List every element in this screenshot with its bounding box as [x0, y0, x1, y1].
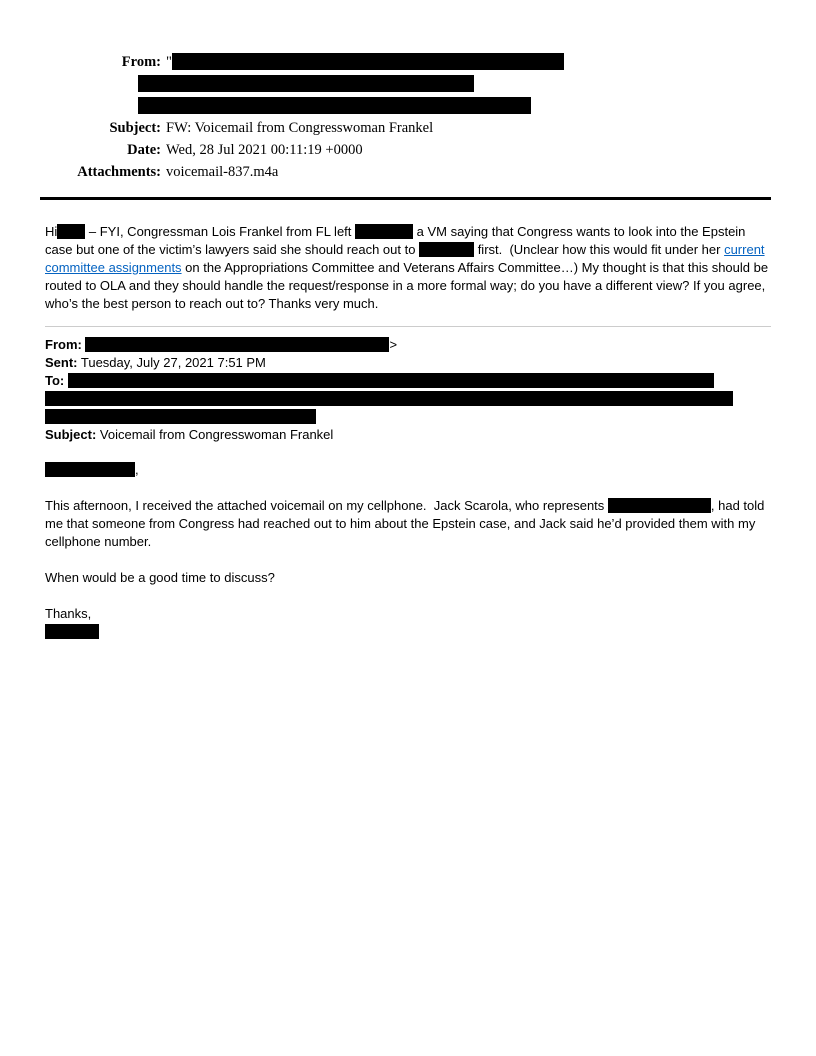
header-row-from [45, 51, 771, 73]
attachment-filename: voicemail-837.m4a [166, 164, 279, 180]
header-divider-rule [40, 197, 771, 200]
redaction-bar [57, 224, 85, 239]
forward-note-paragraph: Hi – FYI, Congressman Lois Frankel from FL left a VM saying that Congress wants to look into the Epstein case but one of the victim’s lawyers said she should reach out to first. (Unclear how this would fit under her current committee assignments on the Appropriations Committee and Veterans Affairs Committee…) My thought is that this should be routed to OLA and they should handle the request/response in a more formal way; do you have a different view? If you agree, who’s the best person to reach out to? Thanks very much. [45, 224, 769, 311]
redaction-bar [45, 462, 135, 477]
quoted-to-continuation [45, 390, 771, 408]
redaction-bar [138, 97, 531, 114]
signature [45, 623, 771, 641]
header-row-subject [45, 117, 771, 139]
header-row-from-cont1 [45, 73, 771, 95]
subject-value: FW: Voicemail from Congresswoman Frankel [166, 120, 434, 136]
subject-label: Subject: [109, 120, 161, 136]
header-row-attachments [45, 161, 771, 183]
quoted-to-continuation [45, 408, 771, 426]
from-value-continuation [133, 73, 474, 95]
quoted-from-line [45, 336, 771, 354]
from-value: " [161, 51, 564, 73]
committee-assignments-link[interactable]: current committee assignments [45, 242, 765, 275]
from-label: From: [121, 54, 161, 70]
salutation: , [45, 461, 771, 479]
question-line: When would be a good time to discuss? [45, 570, 275, 585]
redaction-bar [419, 242, 474, 257]
quoted-sent-value: Tuesday, July 27, 2021 7:51 PM [80, 355, 266, 370]
quoted-email-header [45, 336, 771, 444]
redaction-bar [355, 224, 413, 239]
quoted-to-label: To: [45, 373, 65, 388]
redaction-bar [45, 391, 733, 406]
closing-line: Thanks, [45, 606, 92, 621]
redaction-bar [138, 75, 474, 92]
email-header [45, 51, 771, 183]
attachments-label: Attachments: [77, 164, 161, 180]
quoted-from-label: From: [45, 337, 82, 352]
quoted-subject-label: Subject: [45, 427, 97, 442]
quoted-from-value: > [85, 337, 397, 352]
date-value: Wed, 28 Jul 2021 00:11:19 +0000 [166, 142, 363, 158]
redaction-bar [68, 373, 714, 388]
redaction-bar [45, 409, 316, 424]
quoted-subject-line [45, 426, 771, 444]
redaction-bar [608, 498, 711, 513]
date-label: Date: [127, 142, 161, 158]
redaction-bar [172, 53, 564, 70]
from-value-continuation [133, 95, 531, 117]
quoted-to-value [68, 373, 714, 388]
quoted-body-paragraph: This afternoon, I received the attached voicemail on my cellphone. Jack Scarola, who represents , had told me that someone from Congress had reached out to him about the Epstein case, and Jack said he’d provided them with my cellphone number. [45, 498, 765, 549]
quoted-message-divider [45, 326, 771, 327]
quoted-sent-line [45, 354, 771, 372]
redaction-bar [45, 624, 99, 639]
quoted-sent-label: Sent: [45, 355, 78, 370]
quoted-to-line [45, 372, 771, 390]
redaction-bar [85, 337, 389, 352]
quoted-subject-value: Voicemail from Congresswoman Frankel [99, 427, 334, 442]
header-row-date [45, 139, 771, 161]
header-row-from-cont2 [45, 95, 771, 117]
